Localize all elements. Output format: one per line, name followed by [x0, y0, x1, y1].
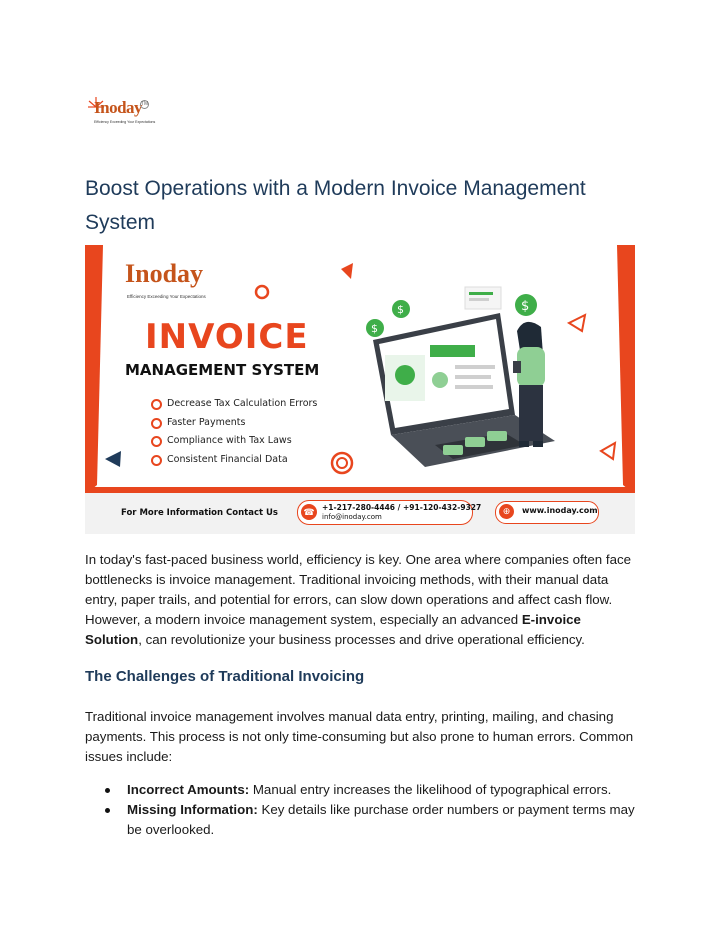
banner-website: www.inoday.com	[522, 506, 598, 515]
bullet-icon	[105, 808, 110, 813]
ring-bullet-icon	[151, 455, 162, 466]
page-title: Boost Operations with a Modern Invoice Management System	[85, 177, 586, 234]
banner-feature-item: Consistent Financial Data	[151, 451, 317, 470]
challenges-paragraph: Traditional invoice management involves manual data entry, printing, mailing, and chasing payments. This process is not only time-consuming but also prone to human errors. Common issues include:	[85, 709, 634, 764]
intro-paragraph: In today's fast-paced business world, efficiency is key. One area where companies often face bottlenecks is invoice management. Traditional invoicing methods, with their manual data entry, paper trails, and potential for errors, can slow down operations and affect cash flow. However, a modern invoice management system, especially an advanced E-invoice Solution, can revolutionize your business processes and drive operational efficiency.	[85, 552, 632, 647]
ring-bullet-icon	[151, 399, 162, 410]
banner-headline: INVOICE	[145, 317, 309, 357]
banner-feature-list	[151, 395, 317, 469]
banner-logo-tagline: Efficiency Exceeding Your Expectations	[127, 294, 206, 299]
logo-tagline: Efficiency Exceeding Your Expectations	[94, 120, 156, 124]
globe-icon: ⊕	[499, 504, 514, 519]
banner-email: info@inoday.com	[322, 513, 382, 521]
issues-list	[85, 780, 635, 840]
banner-contact-label: For More Information Contact Us	[121, 508, 278, 518]
svg-text:$: $	[371, 322, 378, 335]
section-heading: The Challenges of Traditional Invoicing	[85, 668, 365, 685]
logo-wordmark: Inoday	[94, 98, 143, 117]
trademark-badge: TM	[141, 101, 149, 107]
svg-text:$: $	[521, 299, 530, 314]
banner-subheadline: MANAGEMENT SYSTEM	[125, 361, 320, 379]
list-item: Missing Information: Key details like purchase order numbers or payment terms may be overlooked.	[85, 800, 635, 840]
banner-logo-wordmark: Inoday	[125, 259, 204, 288]
ring-bullet-icon	[151, 418, 162, 429]
list-item: Incorrect Amounts: Manual entry increases the likelihood of typographical errors.	[85, 780, 635, 800]
phone-icon: ☎	[301, 504, 317, 520]
banner-image	[85, 245, 635, 534]
bullet-icon	[105, 788, 110, 793]
svg-text:$: $	[397, 303, 404, 316]
banner-feature-item: Faster Payments	[151, 414, 317, 433]
banner-website-pill	[495, 501, 599, 524]
banner-feature-item: Compliance with Tax Laws	[151, 432, 317, 451]
e-invoice-term: E-invoice Solution	[85, 612, 581, 647]
ring-bullet-icon	[151, 436, 162, 447]
banner-phone-pill	[297, 500, 482, 525]
banner-feature-item: Decrease Tax Calculation Errors	[151, 395, 317, 414]
banner-phone: +1-217-280-4446 / +91-120-432-9327	[322, 503, 482, 512]
company-logo	[88, 96, 156, 130]
